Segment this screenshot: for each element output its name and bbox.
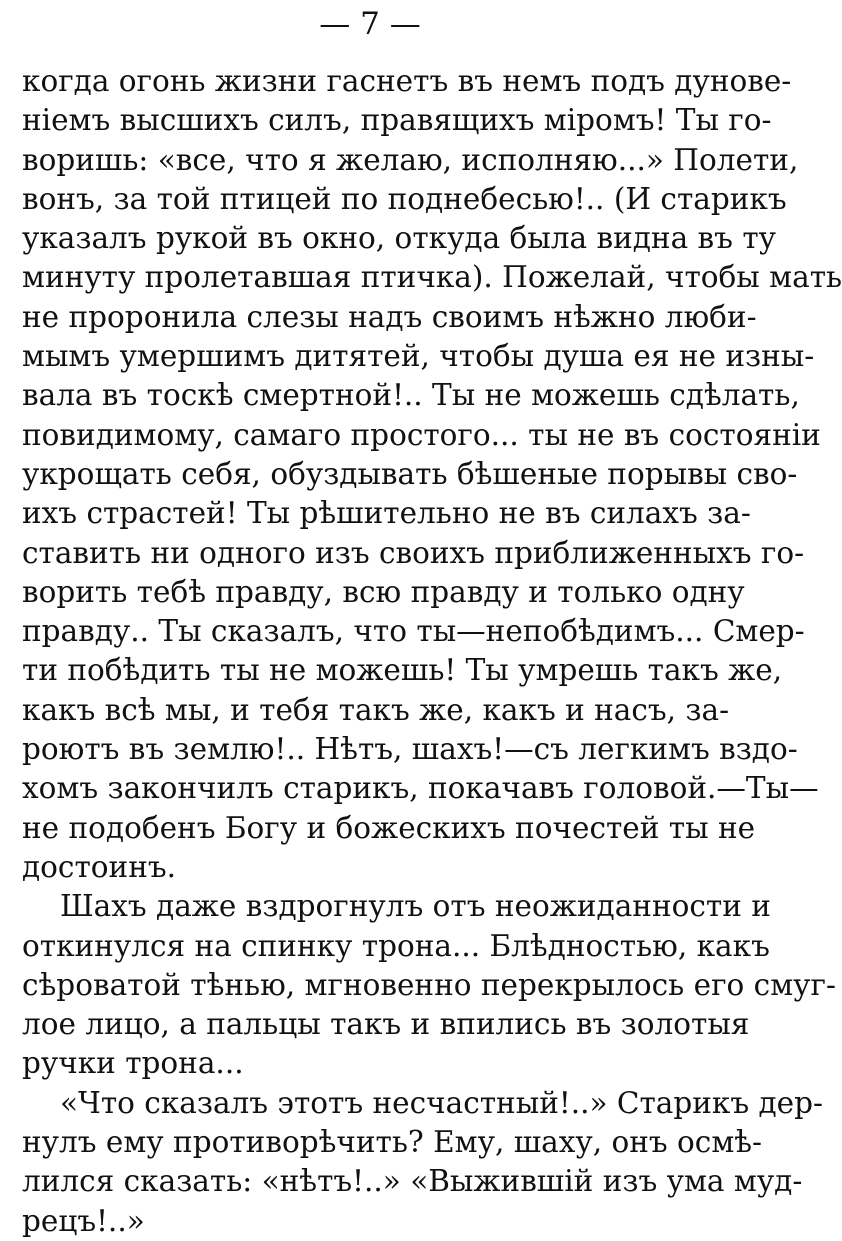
text-line: хомъ закончилъ старикъ, покачавъ головой.—Ты— <box>22 771 819 806</box>
text-line: Шахъ даже вздрогнулъ отъ неожиданности и <box>60 889 771 924</box>
text-line: откинулся на спинку трона... Блѣдностью, какъ <box>22 928 770 963</box>
text-line: ихъ страстей! Ты рѣшительно не въ силахъ за- <box>22 496 751 531</box>
text-line: указалъ рукой въ окно, откуда была видна въ ту <box>22 221 776 256</box>
text-line: когда огонь жизни гаснетъ въ немъ подъ дунове- <box>22 64 792 98</box>
text-line: не проронила слезы надъ своимъ нѣжно люби- <box>22 299 757 334</box>
text-line: сѣроватой тѣнью, мгновенно перекрылось его смуг- <box>22 967 836 1002</box>
text-line: мымъ умершимъ дитятей, чтобы душа ея не изны- <box>22 339 815 374</box>
text-line: повидимому, самаго простого... ты не въ состояніи <box>22 417 821 452</box>
text-line: ніемъ высшихъ силъ, правящихъ міромъ! Ты го- <box>22 103 772 138</box>
text-line: воришь: «все, что я желаю, исполняю...» Полети, <box>22 142 799 177</box>
page-number: — 7 — <box>319 6 421 42</box>
text-line: ворить тебѣ правду, всю правду и только одну <box>22 574 745 609</box>
text-line: ставить ни одного изъ своихъ приближенныхъ го- <box>22 535 805 570</box>
text-line: ручки трона... <box>22 1046 244 1081</box>
text-line: нулъ ему противорѣчить? Ему, шаху, онъ осмѣ- <box>22 1125 763 1160</box>
text-line: вонъ, за той птицей по поднебесью!.. (И старикъ <box>22 181 787 216</box>
text-line: правду.. Ты сказалъ, что ты—непобѣдимъ... Смер- <box>22 614 805 649</box>
text-line: лое лицо, а пальцы такъ и впились въ золотыя <box>22 1007 750 1042</box>
text-line: какъ всѣ мы, и тебя такъ же, какъ и насъ, за- <box>22 692 730 727</box>
body-text <box>22 62 842 1241</box>
text-line: укрощать себя, обуздывать бѣшеные порывы сво- <box>22 456 798 491</box>
text-line: вала въ тоскѣ смертной!.. Ты не можешь сдѣлать, <box>22 378 800 413</box>
text-line: рецъ!..» <box>22 1203 145 1238</box>
text-line: «Что сказалъ этотъ несчастный!..» Старикъ дер- <box>60 1085 823 1120</box>
text-line: лился сказать: «нѣтъ!..» «Выжившій изъ ума муд- <box>22 1164 803 1199</box>
text-line: роютъ въ землю!.. Нѣтъ, шахъ!—съ легкимъ вздо- <box>22 732 798 767</box>
text-line: ти побѣдить ты не можешь! Ты умрешь такъ же, <box>22 653 783 688</box>
text-line: не подобенъ Богу и божескихъ почестей ты не <box>22 810 756 845</box>
text-line: достоинъ. <box>22 849 176 884</box>
text-line: минуту пролетавшая птичка). Пожелай, чтобы мать <box>22 260 842 295</box>
